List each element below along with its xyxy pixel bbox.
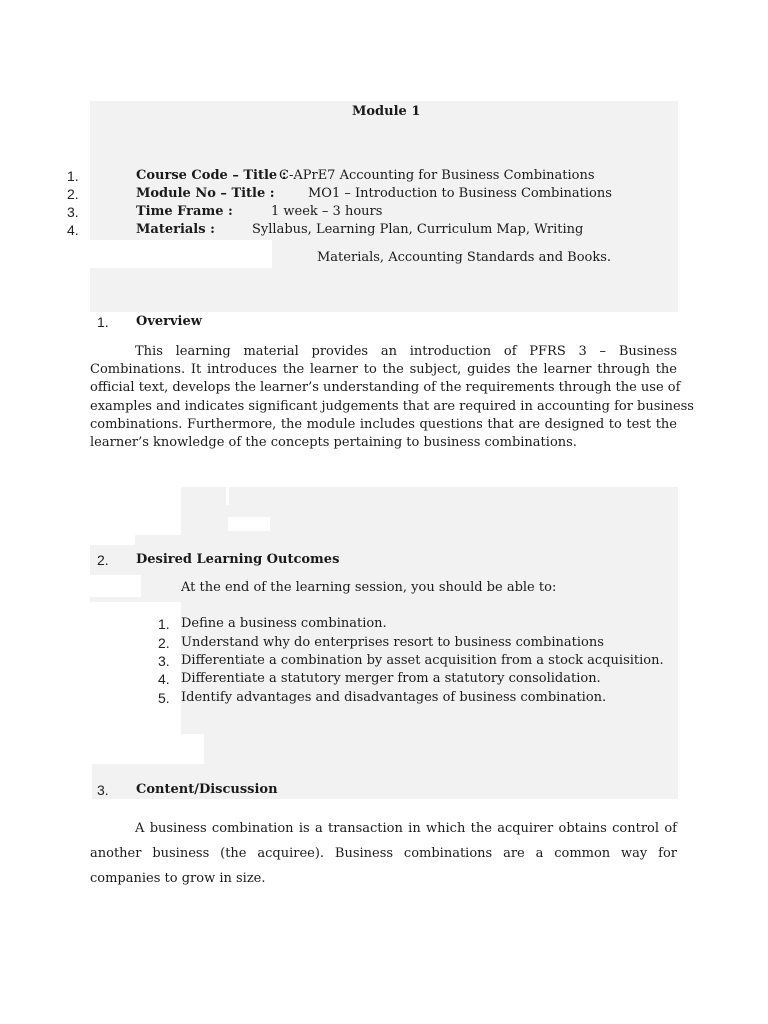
white-patch	[228, 517, 270, 531]
content-paragraph	[90, 816, 677, 891]
section-heading-overview: Overview	[136, 314, 202, 329]
info-value: C-APrE7 Accounting for Business Combinations	[279, 168, 595, 183]
paragraph-line: combinations. Furthermore, the module includes questions that are designed to test the	[90, 416, 677, 432]
outcome-number: 2.	[158, 635, 170, 651]
paragraph-line: This learning material provides an introduction of PFRS 3 – Business	[135, 344, 677, 359]
white-patch	[90, 764, 92, 799]
info-value: Syllabus, Learning Plan, Curriculum Map, Writing	[252, 222, 584, 237]
outcome-number: 5.	[158, 690, 170, 706]
white-patch	[90, 240, 272, 268]
paragraph-line: A business combination is a transaction in which the acquirer obtains control of	[135, 821, 677, 836]
section-heading-outcomes: Desired Learning Outcomes	[136, 552, 340, 567]
outcomes-intro: At the end of the learning session, you should be able to:	[181, 580, 557, 595]
info-number: 3.	[67, 204, 79, 220]
paragraph-line: examples and indicates significant judgements that are required in accounting for business	[90, 398, 694, 414]
info-value: 1 week – 3 hours	[271, 204, 383, 219]
info-label: Materials :	[136, 222, 215, 237]
outcome-number: 4.	[158, 671, 170, 687]
white-patch	[90, 734, 204, 764]
info-number: 2.	[67, 186, 79, 202]
section-heading-content: Content/Discussion	[136, 782, 278, 797]
info-label: Course Code – Title :	[136, 168, 287, 183]
white-patch	[90, 487, 181, 535]
outcome-item: Understand why do enterprises resort to business combinations	[181, 635, 604, 650]
paragraph-line: another business (the acquiree). Business combinations are a common way for	[90, 846, 677, 861]
info-number: 4.	[67, 222, 79, 238]
outcome-number: 1.	[158, 616, 170, 632]
white-patch	[90, 535, 135, 545]
info-label: Module No – Title :	[136, 186, 275, 201]
outcome-item: Differentiate a statutory merger from a statutory consolidation.	[181, 671, 601, 686]
white-patch	[226, 487, 229, 505]
overview-paragraph	[90, 343, 694, 452]
info-value-continued: Materials, Accounting Standards and Books.	[317, 250, 612, 265]
info-value: MO1 – Introduction to Business Combinations	[308, 186, 612, 201]
info-label: Time Frame :	[136, 204, 233, 219]
module-title: Module 1	[352, 104, 421, 119]
paragraph-line: companies to grow in size.	[90, 871, 266, 886]
outcome-item: Define a business combination.	[181, 616, 387, 631]
paragraph-line: Combinations. It introduces the learner to the subject, guides the learner through the	[90, 362, 677, 378]
white-patch	[90, 575, 141, 597]
info-number: 1.	[67, 168, 79, 184]
outcome-item: Differentiate a combination by asset acquisition from a stock acquisition.	[181, 653, 664, 668]
paragraph-line: learner’s knowledge of the concepts pertaining to business combinations.	[90, 435, 577, 451]
outcome-number: 3.	[158, 653, 170, 669]
section-number: 3.	[97, 782, 109, 798]
outcome-item: Identify advantages and disadvantages of business combination.	[181, 690, 607, 705]
section-number: 2.	[97, 552, 109, 568]
paragraph-line: official text, develops the learner’s understanding of the requirements through the use of	[90, 380, 681, 396]
section-number: 1.	[97, 314, 109, 330]
